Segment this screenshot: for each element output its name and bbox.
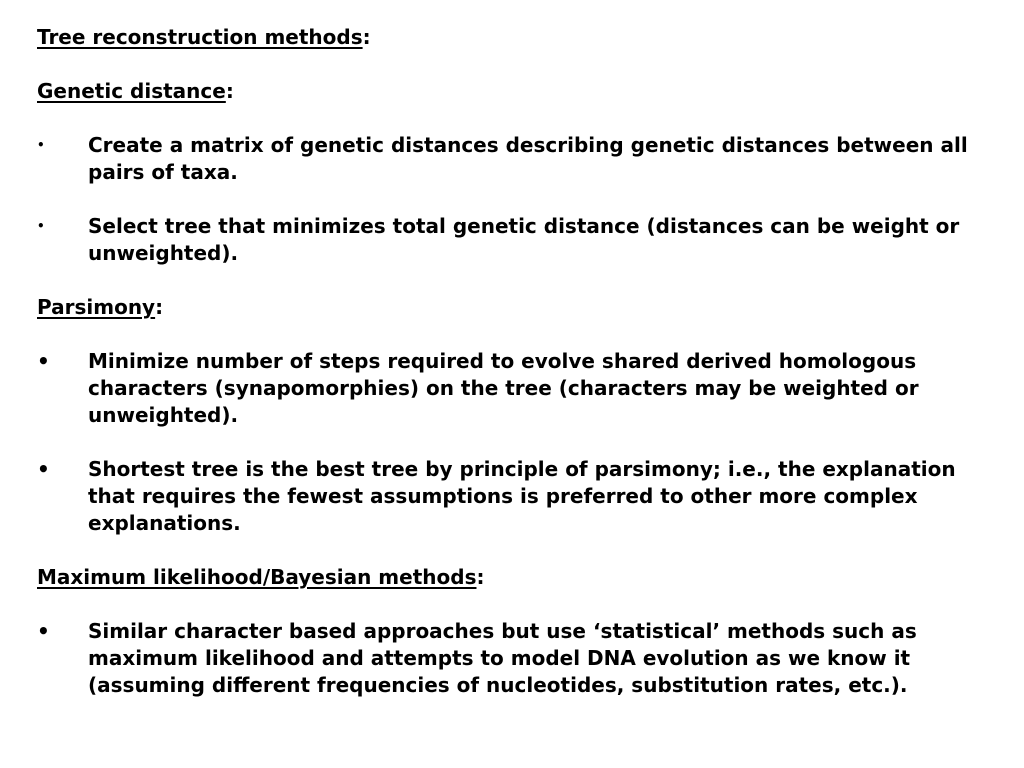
bullet-item — [37, 213, 997, 267]
section-heading-parsimony — [37, 294, 997, 321]
slide-title-text: Tree reconstruction methods — [37, 25, 363, 49]
bullet-dot-icon: • — [37, 457, 50, 481]
slide-content — [37, 24, 997, 699]
bullet-text: Create a matrix of genetic distances describing genetic distances between all pairs of taxa. — [88, 133, 968, 184]
bullet-item — [37, 456, 997, 537]
section-heading-genetic-distance — [37, 78, 997, 105]
bullet-text: Shortest tree is the best tree by principle of parsimony; i.e., the explanation that requires the fewest assumptions is preferred to other more complex explanations. — [88, 457, 956, 535]
slide-title — [37, 24, 997, 51]
bullet-dot-icon: • — [37, 349, 50, 373]
section-heading-text: Maximum likelihood/Bayesian methods — [37, 565, 477, 589]
section-heading-colon: : — [476, 565, 485, 589]
bullet-item — [37, 618, 997, 699]
bullet-dot-icon: • — [37, 219, 45, 233]
section-heading-text: Parsimony — [37, 295, 156, 319]
slide-title-colon: : — [362, 25, 371, 49]
bullet-item — [37, 132, 997, 186]
section-heading-text: Genetic distance — [37, 79, 226, 103]
bullet-dot-icon: • — [37, 619, 50, 643]
section-heading-colon: : — [225, 79, 234, 103]
bullet-text: Select tree that minimizes total genetic distance (distances can be weight or unweighted). — [88, 214, 960, 265]
section-heading-colon: : — [155, 295, 164, 319]
section-heading-maximum-likelihood — [37, 564, 997, 591]
bullet-text: Minimize number of steps required to evolve shared derived homologous characters (synapomorphies) on the tree (characters may be weighted or unweighted). — [88, 349, 919, 427]
bullet-dot-icon: • — [37, 138, 45, 152]
bullet-item — [37, 348, 997, 429]
bullet-text: Similar character based approaches but use ‘statistical’ methods such as maximum likelihood and attempts to model DNA evolution as we know it (assuming different frequencies of nucleotides, substitution rates, etc.). — [88, 619, 917, 697]
